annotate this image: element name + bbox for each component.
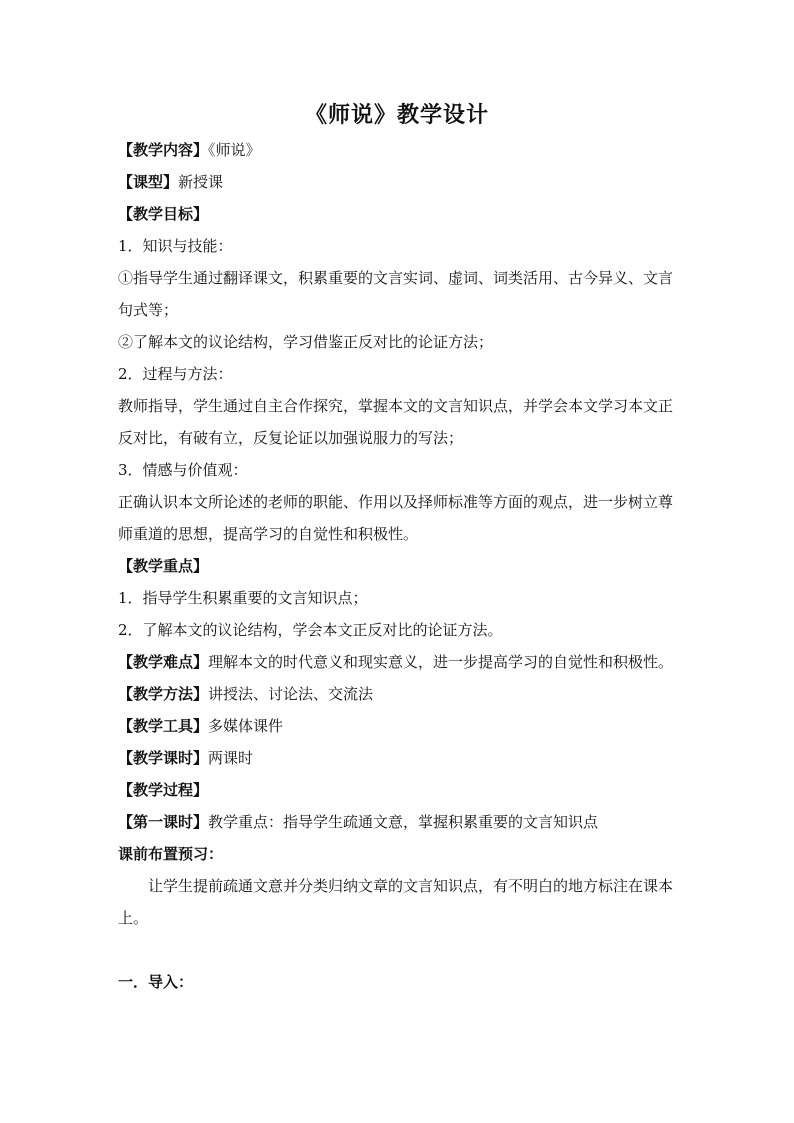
objective-3-heading: 3．情感与价值观： bbox=[118, 461, 248, 479]
method-row bbox=[118, 678, 678, 710]
tools-label: 【教学工具】 bbox=[118, 717, 209, 735]
objective-1-item-1: ①指导学生通过翻译课文，积累重要的文言实词、虚词、词类活用、古今异义、文言句式等； bbox=[118, 269, 674, 319]
section-1-heading: 一．导入： bbox=[118, 973, 194, 991]
lesson-type-label: 【课型】 bbox=[118, 173, 179, 191]
preview-text: 让学生提前疏通文意并分类归纳文章的文言知识点，有不明白的地方标注在课本上。 bbox=[118, 877, 674, 927]
process-label: 【教学过程】 bbox=[118, 781, 209, 799]
teaching-content-value: 《师说》 bbox=[208, 141, 261, 159]
objective-1-item-2: ②了解本文的议论结构，学习借鉴正反对比的论证方法； bbox=[118, 333, 494, 351]
objective-1-heading: 1．知识与技能： bbox=[118, 237, 233, 255]
method-label: 【教学方法】 bbox=[118, 685, 209, 703]
tools-value: 多媒体课件 bbox=[208, 717, 284, 735]
lesson-type-row bbox=[118, 166, 678, 198]
teaching-content-row bbox=[118, 134, 678, 166]
key-points-label: 【教学重点】 bbox=[118, 557, 209, 575]
difficulty-row bbox=[118, 646, 678, 678]
blank-line bbox=[118, 934, 678, 966]
objective-2-text: 教师指导，学生通过自主合作探究，掌握本文的文言知识点，并学会本文学习本文正反对比，有破有立，反复论证以加强说服力的写法； bbox=[118, 397, 674, 447]
process-heading bbox=[118, 774, 678, 806]
hours-row bbox=[118, 742, 678, 774]
objectives-heading bbox=[118, 198, 678, 230]
tools-row bbox=[118, 710, 678, 742]
objective-2-heading: 2．过程与方法： bbox=[118, 365, 233, 383]
teaching-content-label: 【教学内容】 bbox=[118, 141, 209, 159]
document-body bbox=[118, 134, 678, 998]
objective-3-text: 正确认识本文所论述的老师的职能、作用以及择师标准等方面的观点，进一步树立尊师重道的思想，提高学习的自觉性和积极性。 bbox=[118, 493, 674, 543]
document-title: 《师说》教学设计 bbox=[304, 102, 489, 128]
key-points-heading bbox=[118, 550, 678, 582]
key-point-2: 2．了解本文的议论结构，学会本文正反对比的论证方法。 bbox=[118, 621, 503, 639]
objectives-label: 【教学目标】 bbox=[118, 205, 209, 223]
difficulty-value: 理解本文的时代意义和现实意义，进一步提高学习的自觉性和积极性。 bbox=[208, 653, 674, 671]
lesson-type-value: 新授课 bbox=[178, 173, 224, 191]
difficulty-label: 【教学难点】 bbox=[118, 653, 209, 671]
lesson-1-row bbox=[118, 806, 678, 838]
key-point-1: 1．指导学生积累重要的文言知识点； bbox=[118, 589, 368, 607]
hours-label: 【教学课时】 bbox=[118, 749, 209, 767]
method-value: 讲授法、讨论法、交流法 bbox=[208, 685, 374, 703]
preview-heading: 课前布置预习： bbox=[118, 845, 224, 863]
lesson-1-value: 教学重点：指导学生疏通文意，掌握积累重要的文言知识点 bbox=[208, 813, 599, 831]
lesson-1-label: 【第一课时】 bbox=[118, 813, 209, 831]
hours-value: 两课时 bbox=[208, 749, 254, 767]
